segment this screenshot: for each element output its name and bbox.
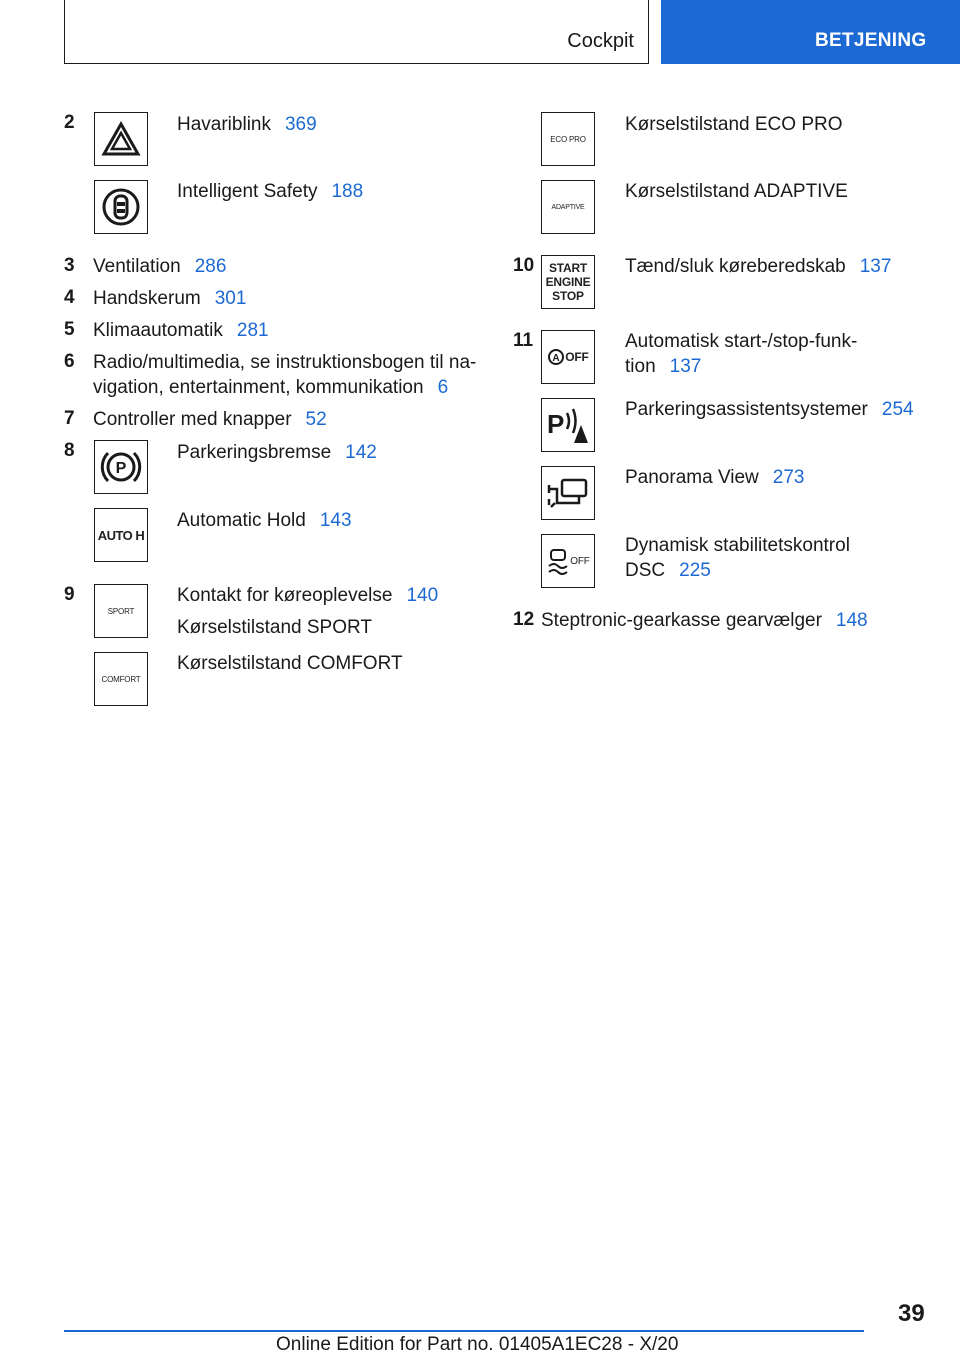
page-ref-link[interactable]: 142 bbox=[345, 442, 377, 463]
parking-brake-icon bbox=[94, 440, 148, 494]
page-ref-link[interactable]: 225 bbox=[679, 560, 711, 581]
item-label: Handskerum bbox=[93, 288, 201, 309]
item-number: 5 bbox=[64, 319, 75, 340]
list-item bbox=[625, 558, 711, 583]
page-ref-link[interactable]: 281 bbox=[236, 320, 269, 341]
svg-text:A: A bbox=[552, 353, 560, 364]
list-item bbox=[625, 465, 804, 490]
page-ref-link[interactable]: 273 bbox=[772, 467, 805, 488]
page-ref-link[interactable]: 6 bbox=[437, 377, 449, 398]
item-label: Parkeringsassistentsystemer bbox=[625, 399, 868, 420]
list-item bbox=[93, 286, 246, 311]
list-item bbox=[177, 508, 352, 533]
park-assist-icon bbox=[541, 398, 595, 452]
list-item-line: Automatisk start-/stop-funk‐ bbox=[625, 331, 858, 352]
item-label: Parkeringsbremse bbox=[177, 442, 332, 463]
list-item bbox=[93, 375, 448, 400]
item-number: 3 bbox=[64, 255, 75, 276]
page-ref-link[interactable]: 188 bbox=[331, 181, 364, 202]
header-box bbox=[64, 0, 649, 64]
list-item bbox=[177, 112, 317, 137]
page-ref-link[interactable]: 137 bbox=[669, 356, 702, 377]
item-label: Ventilation bbox=[93, 256, 181, 277]
item-number: 4 bbox=[64, 287, 75, 308]
icon-text: COMFORT bbox=[101, 674, 141, 684]
icon-text: START bbox=[548, 261, 588, 275]
page-ref-link[interactable]: 254 bbox=[881, 399, 914, 420]
icon-text: SPORT bbox=[107, 606, 135, 616]
item-label: Klimaautomatik bbox=[93, 320, 223, 341]
intelligent-safety-icon bbox=[94, 180, 148, 234]
item-label: Tænd/sluk kørеberedskab bbox=[625, 256, 846, 277]
item-number: 12 bbox=[513, 609, 535, 630]
footer-edition-text: Online Edition for Part no. 01405A1EC28 - X/20 bbox=[276, 1334, 679, 1355]
item-number: 7 bbox=[64, 408, 75, 429]
icon-text: ADAPTIVE bbox=[551, 203, 585, 211]
hazard-warning-icon bbox=[94, 112, 148, 166]
item-label: Automatic Hold bbox=[177, 510, 306, 531]
item-number: 8 bbox=[64, 440, 75, 461]
item-number: 10 bbox=[513, 255, 535, 276]
icon-text: AUTO H bbox=[97, 527, 145, 543]
item-label: Intelligent Safety bbox=[177, 181, 318, 202]
eco-pro-mode-icon bbox=[541, 112, 595, 166]
icon-text: OFF bbox=[570, 555, 590, 567]
item-label: DSC bbox=[625, 560, 666, 581]
list-item bbox=[93, 254, 226, 279]
page-ref-link[interactable]: 301 bbox=[214, 288, 247, 309]
page-ref-link[interactable]: 286 bbox=[194, 256, 227, 277]
page-ref-link[interactable]: 369 bbox=[284, 114, 317, 135]
chapter-tab[interactable] bbox=[661, 0, 960, 64]
section-title: Cockpit bbox=[567, 30, 634, 52]
list-item bbox=[93, 318, 269, 343]
svg-text:P: P bbox=[115, 460, 127, 477]
item-number: 9 bbox=[64, 584, 75, 605]
item-label: tion bbox=[625, 356, 656, 377]
page-ref-link[interactable]: 137 bbox=[859, 256, 892, 277]
list-item bbox=[177, 651, 403, 676]
item-label: Kørselstilstand ADAPTIVE bbox=[625, 181, 848, 202]
page-number: 39 bbox=[898, 1300, 925, 1327]
list-item bbox=[177, 179, 363, 204]
list-item-sub: Kørselstilstand SPORT bbox=[177, 617, 372, 638]
dsc-off-icon bbox=[541, 534, 595, 588]
svg-text:P: P bbox=[547, 409, 565, 439]
comfort-mode-icon bbox=[94, 652, 148, 706]
auto-start-stop-off-icon bbox=[541, 330, 595, 384]
item-label: Kontakt for køreoplevelse bbox=[177, 585, 393, 606]
icon-text: ENGINE bbox=[545, 275, 591, 289]
page-ref-link[interactable]: 148 bbox=[835, 610, 868, 631]
list-item bbox=[177, 583, 438, 608]
item-number: 2 bbox=[64, 112, 75, 133]
panorama-view-icon bbox=[541, 466, 595, 520]
footer-divider bbox=[64, 1330, 864, 1332]
list-item bbox=[625, 397, 914, 422]
auto-hold-icon bbox=[94, 508, 148, 562]
item-label: Kørselstilstand COMFORT bbox=[177, 653, 403, 674]
adaptive-mode-icon bbox=[541, 180, 595, 234]
start-stop-engine-icon bbox=[541, 255, 595, 309]
list-item bbox=[625, 354, 701, 379]
sport-mode-icon bbox=[94, 584, 148, 638]
list-item bbox=[625, 112, 843, 137]
item-number: 6 bbox=[64, 351, 75, 372]
item-label: Steptronic-gearkasse gearvælger bbox=[541, 610, 822, 631]
item-label: vigation, entertainment, kommunikation bbox=[93, 377, 424, 398]
list-item bbox=[177, 440, 377, 465]
list-item bbox=[93, 407, 327, 432]
icon-text: ECO PRO bbox=[550, 134, 586, 144]
list-item bbox=[625, 179, 848, 204]
list-item bbox=[541, 608, 868, 633]
icon-text: OFF bbox=[565, 350, 589, 364]
item-label: Controller med knapper bbox=[93, 409, 292, 430]
page-ref-link[interactable]: 143 bbox=[319, 510, 352, 531]
item-label: Panorama View bbox=[625, 467, 759, 488]
item-number: 11 bbox=[513, 330, 534, 351]
list-item-line: Dynamisk stabilitetskontrol bbox=[625, 535, 850, 556]
page-ref-link[interactable]: 140 bbox=[406, 585, 439, 606]
list-item-line: Radio/multimedia, se instruktionsbogen til na‐ bbox=[93, 352, 477, 373]
item-label: Havariblink bbox=[177, 114, 271, 135]
list-item bbox=[625, 254, 891, 279]
page-ref-link[interactable]: 52 bbox=[305, 409, 327, 430]
item-label: Kørselstilstand ECO PRO bbox=[625, 114, 843, 135]
icon-text: STOP bbox=[552, 289, 584, 303]
chapter-tab-label: BETJENING bbox=[815, 30, 927, 51]
